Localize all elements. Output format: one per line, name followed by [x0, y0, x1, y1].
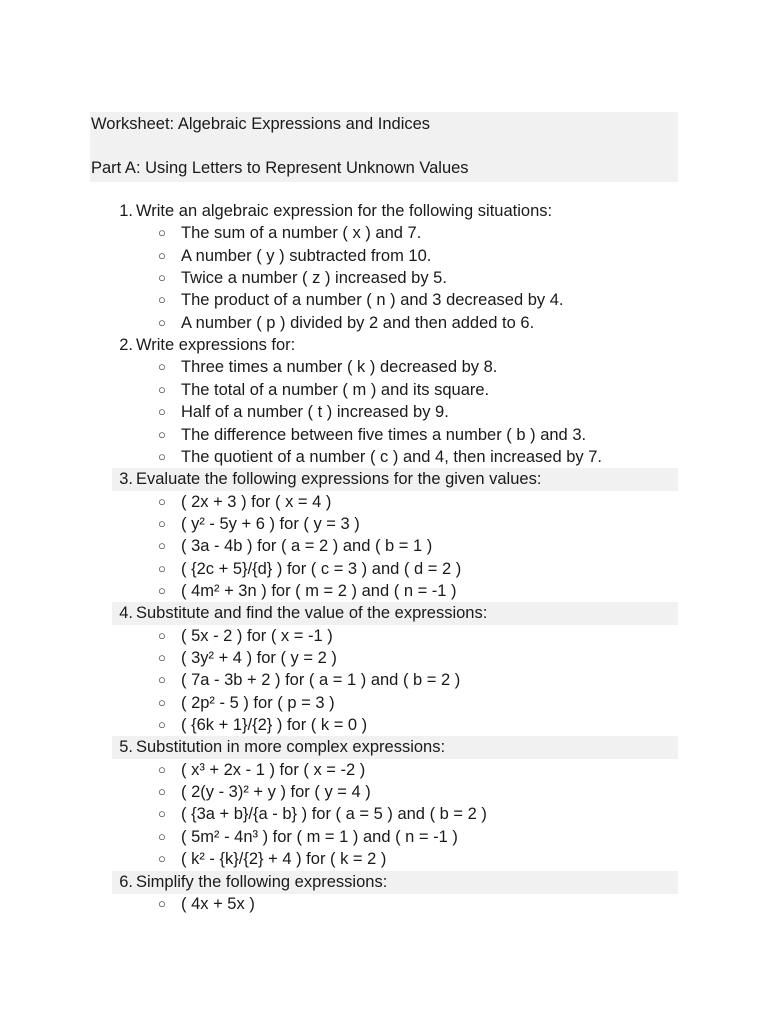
hollow-circle-bullet-icon: ○ — [158, 270, 166, 286]
list-item-text: Half of a number ( t ) increased by 9. — [181, 403, 449, 422]
question-3 — [112, 468, 678, 491]
list-item-text: ( 5m² - 4n³ ) for ( m = 1 ) and ( n = -1 ) — [181, 827, 458, 846]
list-item-text: ( 4m² + 3n ) for ( m = 2 ) and ( n = -1 ) — [181, 581, 457, 600]
list-item-text: ( 5x - 2 ) for ( x = -1 ) — [181, 626, 333, 645]
list-item-text: A number ( y ) subtracted from 10. — [181, 246, 432, 265]
hollow-circle-bullet-icon: ○ — [158, 627, 166, 643]
hollow-circle-bullet-icon: ○ — [158, 538, 166, 554]
question-6 — [112, 871, 678, 894]
question-text: Write expressions for: — [136, 336, 296, 355]
list-item-text: A number ( p ) divided by 2 and then added to 6. — [181, 313, 535, 332]
part-a-heading: Part A: Using Letters to Represent Unknown Values — [91, 159, 469, 177]
hollow-circle-bullet-icon: ○ — [158, 895, 166, 911]
list-item-text: ( 7a - 3b + 2 ) for ( a = 1 ) and ( b = 2 ) — [181, 671, 461, 690]
worksheet-title: Worksheet: Algebraic Expressions and Indices — [91, 115, 431, 133]
hollow-circle-bullet-icon: ○ — [158, 448, 166, 464]
list-item-text: ( {3a + b}/{a - b} ) for ( a = 5 ) and ( b = 2 ) — [181, 805, 487, 824]
question-4 — [112, 602, 678, 625]
question-text: Write an algebraic expression for the following situations: — [136, 202, 553, 220]
list-item-text: ( {6k + 1}/{2} ) for ( k = 0 ) — [181, 716, 368, 735]
list-item-text: ( 2x + 3 ) for ( x = 4 ) — [181, 492, 332, 511]
list-item-text: ( y² - 5y + 6 ) for ( y = 3 ) — [181, 514, 360, 533]
question-1 — [112, 200, 678, 223]
hollow-circle-bullet-icon: ○ — [158, 493, 166, 509]
hollow-circle-bullet-icon: ○ — [158, 784, 166, 800]
hollow-circle-bullet-icon: ○ — [158, 515, 166, 531]
question-2 — [112, 334, 678, 357]
list-item-text: The difference between five times a number ( b ) and 3. — [181, 425, 587, 444]
hollow-circle-bullet-icon: ○ — [158, 225, 166, 241]
question-number: 1. — [119, 202, 133, 220]
hollow-circle-bullet-icon: ○ — [158, 717, 166, 733]
hollow-circle-bullet-icon: ○ — [158, 672, 166, 688]
list-item-text: ( 3a - 4b ) for ( a = 2 ) and ( b = 1 ) — [181, 537, 433, 556]
list-item-text: ( k² - {k}/{2} + 4 ) for ( k = 2 ) — [181, 850, 387, 869]
hollow-circle-bullet-icon: ○ — [158, 582, 166, 598]
hollow-circle-bullet-icon: ○ — [158, 560, 166, 576]
hollow-circle-bullet-icon: ○ — [158, 851, 166, 867]
question-number: 5. — [119, 738, 133, 757]
list-item-text: The total of a number ( m ) and its square. — [181, 380, 490, 399]
list-item-text: ( 4x + 5x ) — [181, 894, 255, 913]
question-number: 2. — [119, 336, 133, 355]
list-item-text: The quotient of a number ( c ) and 4, then increased by 7. — [181, 447, 602, 466]
hollow-circle-bullet-icon: ○ — [158, 806, 166, 822]
list-item-text: ( 2p² - 5 ) for ( p = 3 ) — [181, 693, 335, 712]
list-item-text: ( 3y² + 4 ) for ( y = 2 ) — [181, 649, 337, 667]
question-number: 4. — [119, 604, 133, 623]
hollow-circle-bullet-icon: ○ — [158, 292, 166, 308]
question-text: Substitution in more complex expressions: — [136, 738, 446, 757]
hollow-circle-bullet-icon: ○ — [158, 359, 166, 375]
list-item-text: ( 2(y - 3)² + y ) for ( y = 4 ) — [181, 783, 371, 802]
list-item-text: ( {2c + 5}/{d} ) for ( c = 3 ) and ( d = 2 ) — [181, 559, 462, 578]
question-number: 6. — [119, 872, 133, 891]
list-item-text: The product of a number ( n ) and 3 decreased by 4. — [181, 291, 564, 310]
hollow-circle-bullet-icon: ○ — [158, 426, 166, 442]
hollow-circle-bullet-icon: ○ — [158, 381, 166, 397]
list-item-text: Three times a number ( k ) decreased by 8. — [181, 358, 498, 377]
hollow-circle-bullet-icon: ○ — [158, 404, 166, 420]
hollow-circle-bullet-icon: ○ — [158, 650, 166, 665]
question-5 — [112, 736, 678, 759]
hollow-circle-bullet-icon: ○ — [158, 247, 166, 263]
question-text: Substitute and find the value of the expressions: — [136, 604, 488, 623]
list-item-text: The sum of a number ( x ) and 7. — [181, 224, 422, 243]
hollow-circle-bullet-icon: ○ — [158, 828, 166, 844]
list-item-text: Twice a number ( z ) increased by 5. — [181, 269, 447, 288]
hollow-circle-bullet-icon: ○ — [158, 314, 166, 330]
question-text: Simplify the following expressions: — [136, 872, 388, 891]
list-item-text: ( x³ + 2x - 1 ) for ( x = -2 ) — [181, 760, 366, 779]
hollow-circle-bullet-icon: ○ — [158, 761, 166, 777]
question-number: 3. — [119, 470, 133, 489]
hollow-circle-bullet-icon: ○ — [158, 694, 166, 710]
question-text: Evaluate the following expressions for the given values: — [136, 470, 542, 489]
